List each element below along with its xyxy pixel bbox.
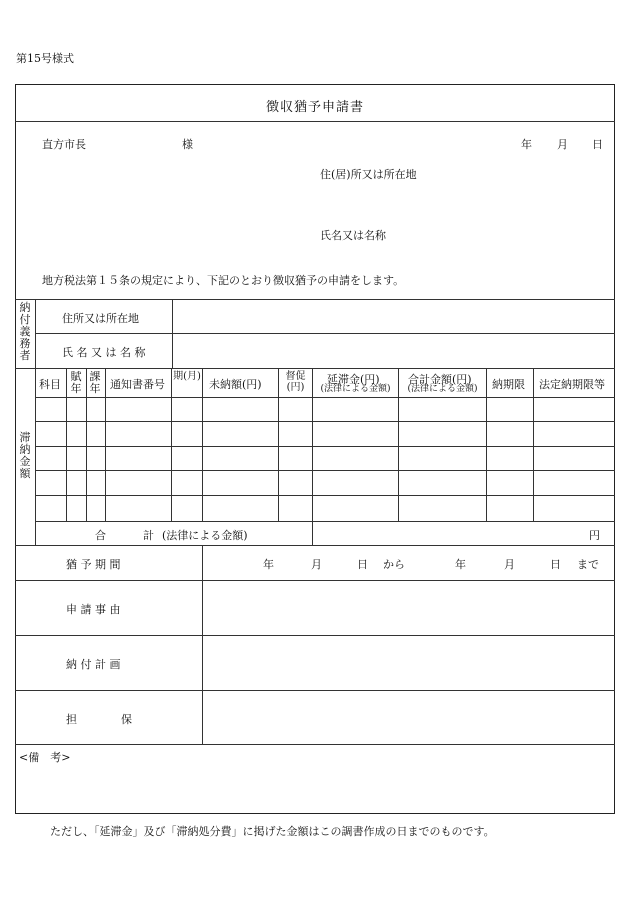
col-delay-fee: 延滞金(円) [327, 373, 380, 386]
form-number: 第15号様式 [16, 52, 74, 65]
col-dunning: 督促(円) [285, 371, 306, 393]
col-legal-due: 法定納期限等 [539, 378, 605, 391]
arrears-section-label: 滞納金額 [19, 431, 31, 480]
form-title: 徴収猶予申請書 [265, 100, 364, 115]
grace-to-day: 日 [550, 558, 561, 571]
divider [35, 421, 615, 422]
divider [15, 580, 615, 581]
applicant-address-label: 住(居)所又は所在地 [320, 168, 417, 181]
date-day: 日 [592, 138, 603, 151]
divider [35, 495, 615, 496]
col-delay-fee-sub: (法律による金額) [320, 384, 391, 394]
divider [35, 446, 615, 447]
grace-to-year: 年 [455, 558, 466, 571]
total-label-3: (法律による金額) [162, 529, 248, 542]
grace-to-word: まで [577, 558, 599, 571]
divider [105, 368, 106, 521]
footnote: ただし、「延滞金」及び「滞納処分費」に掲げた金額はこの調書作成の日までのものです。 [50, 825, 495, 838]
col-total-sub: (法律による金額) [407, 384, 478, 394]
divider [172, 299, 173, 368]
divider [66, 368, 67, 521]
divider [35, 470, 615, 471]
grace-from-month: 月 [311, 558, 322, 571]
divider [15, 121, 615, 122]
total-label-2: 計 [143, 529, 154, 542]
divider [35, 333, 615, 334]
col-due: 納期限 [492, 378, 525, 391]
divider [15, 545, 615, 546]
grace-from-word: から [383, 558, 405, 571]
divider [86, 368, 87, 521]
col-period: 期(月) [173, 371, 201, 382]
col-tax-year: 課年 [89, 370, 101, 395]
payment-plan-label: 納 付 計 画 [66, 658, 121, 671]
col-levy-year: 賦年 [70, 370, 82, 395]
reason-label: 申 請 事 由 [66, 603, 121, 616]
divider [312, 368, 313, 545]
addressee: 直方市長 [42, 138, 86, 151]
date-month: 月 [557, 138, 568, 151]
honorific: 様 [182, 138, 193, 151]
divider [171, 368, 172, 521]
divider [533, 368, 534, 521]
divider [202, 368, 203, 521]
grace-from-year: 年 [263, 558, 274, 571]
col-item: 科目 [39, 378, 61, 391]
divider [35, 397, 615, 398]
total-label-1: 合 [95, 529, 106, 542]
grace-period-label: 猶 予 期 間 [66, 558, 121, 571]
col-notice-no: 通知書番号 [110, 378, 165, 391]
taxpayer-name-label: 氏 名 又 は 名 称 [62, 346, 146, 359]
divider [15, 635, 615, 636]
divider [486, 368, 487, 521]
taxpayer-address-label: 住所又は所在地 [62, 312, 139, 325]
divider [15, 299, 615, 300]
divider [35, 521, 615, 522]
remarks-label: <備 考> [19, 751, 71, 764]
divider [15, 690, 615, 691]
date-year: 年 [521, 138, 532, 151]
total-yen: 円 [589, 529, 600, 542]
security-label: 担 保 [66, 713, 132, 726]
divider [15, 744, 615, 745]
declaration: 地方税法第１５条の規定により、下記のとおり徴収猶予の申請をします。 [42, 274, 405, 287]
taxpayer-section-label: 納付義務者 [19, 301, 31, 362]
divider [35, 299, 36, 545]
grace-to-month: 月 [504, 558, 515, 571]
grace-from-day: 日 [357, 558, 368, 571]
applicant-name-label: 氏名又は名称 [320, 229, 386, 242]
col-unpaid: 未納額(円) [209, 378, 262, 391]
col-total: 合計金額(円) [408, 373, 472, 386]
divider [202, 545, 203, 744]
